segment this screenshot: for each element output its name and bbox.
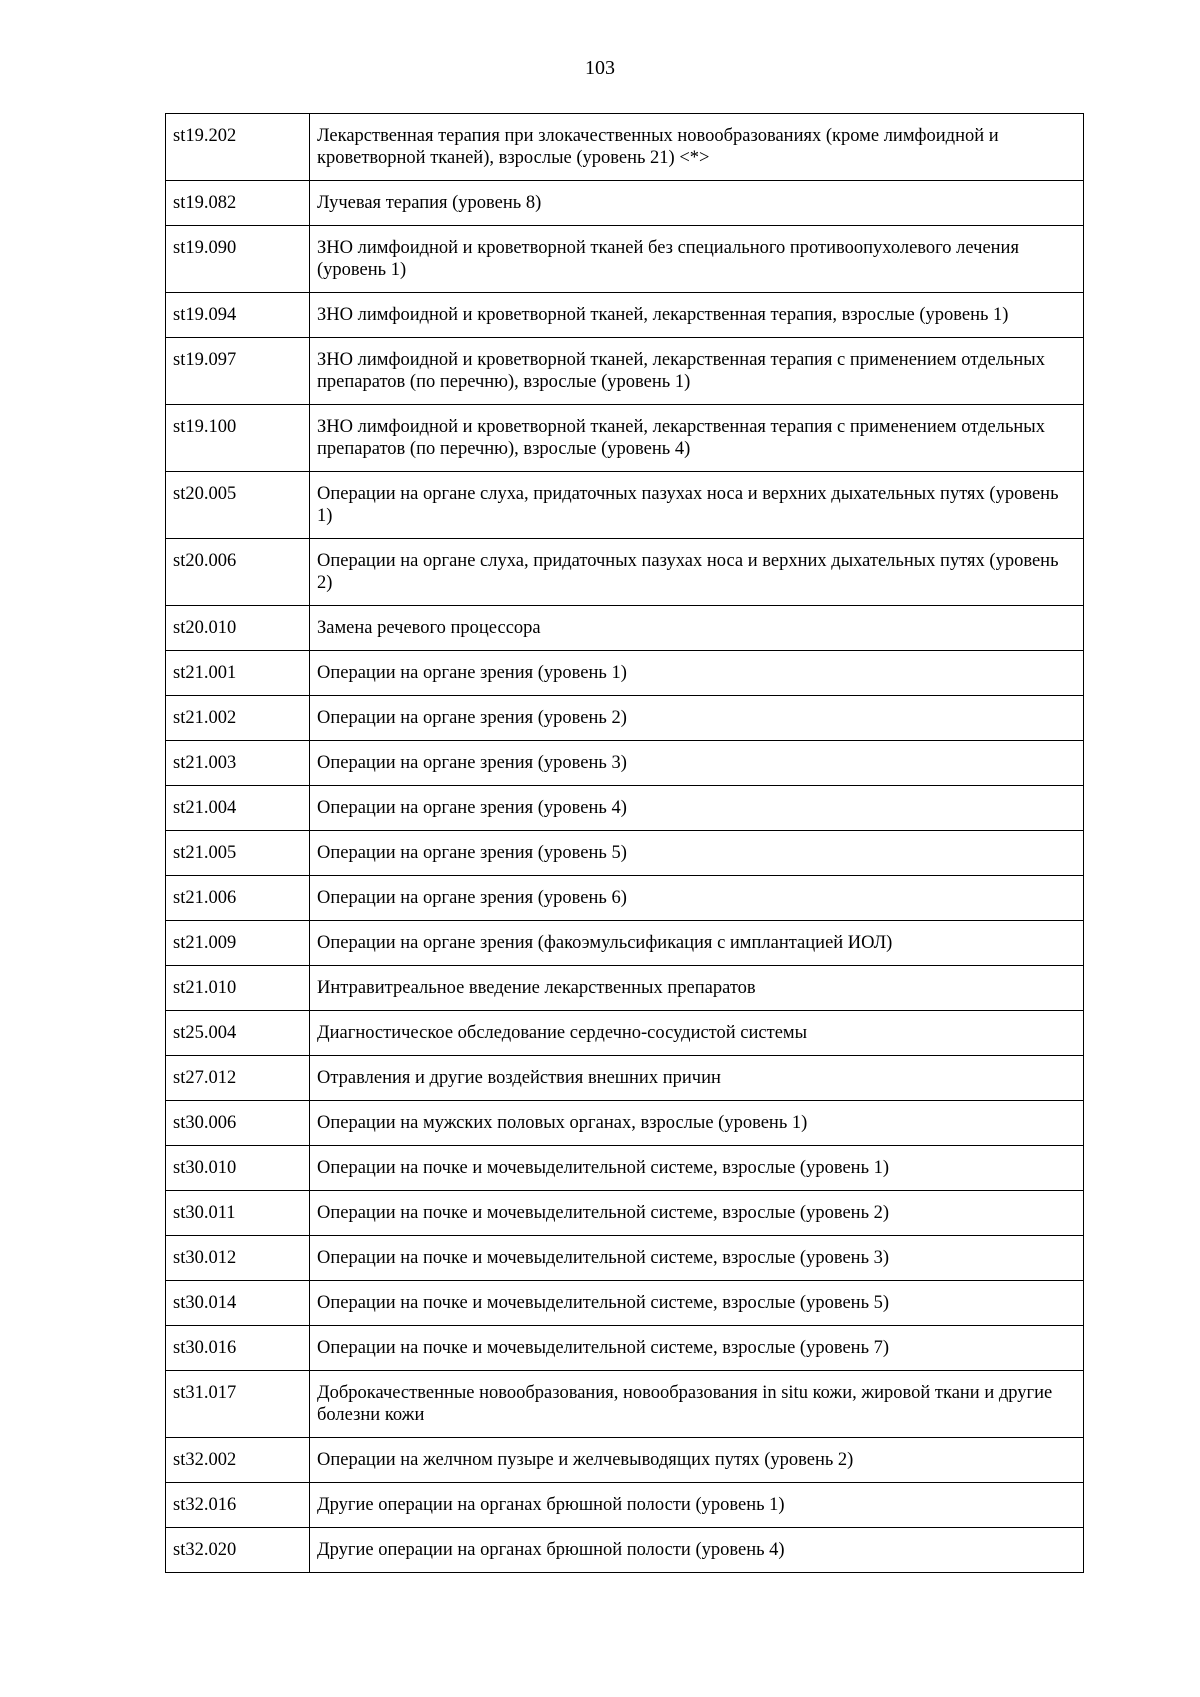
table-row — [166, 181, 1084, 226]
table-row — [166, 226, 1084, 293]
table-row — [166, 1056, 1084, 1101]
page-number: 103 — [585, 57, 615, 79]
table-row — [166, 1011, 1084, 1056]
row-name: Операции на почке и мочевыделительной системе, взрослые (уровень 2) — [310, 1191, 1084, 1236]
row-name: Диагностическое обследование сердечно-сосудистой системы — [310, 1011, 1084, 1056]
table-row — [166, 651, 1084, 696]
row-code: st19.100 — [166, 405, 310, 472]
row-code: st19.202 — [166, 114, 310, 181]
row-code: st21.006 — [166, 876, 310, 921]
row-code: st30.010 — [166, 1146, 310, 1191]
row-name: Операции на почке и мочевыделительной системе, взрослые (уровень 3) — [310, 1236, 1084, 1281]
table-row — [166, 741, 1084, 786]
row-code: st32.016 — [166, 1483, 310, 1528]
row-code: st20.010 — [166, 606, 310, 651]
row-name: Интравитреальное введение лекарственных препаратов — [310, 966, 1084, 1011]
row-name: Операции на органе зрения (уровень 2) — [310, 696, 1084, 741]
table-row — [166, 114, 1084, 181]
row-code: st30.014 — [166, 1281, 310, 1326]
table-row — [166, 966, 1084, 1011]
table-row — [166, 1371, 1084, 1438]
row-code: st32.002 — [166, 1438, 310, 1483]
table-row — [166, 696, 1084, 741]
table-row — [166, 1326, 1084, 1371]
row-name: ЗНО лимфоидной и кроветворной тканей, лекарственная терапия с применением отдельных препаратов (по перечню), взрослые (уровень 4) — [310, 405, 1084, 472]
table-row — [166, 1281, 1084, 1326]
row-name: Операции на органе зрения (уровень 4) — [310, 786, 1084, 831]
row-name: Лекарственная терапия при злокачественных новообразованиях (кроме лимфоидной и кроветворной тканей), взрослые (уровень 21) <*> — [310, 114, 1084, 181]
table-row — [166, 472, 1084, 539]
table-row — [166, 1528, 1084, 1573]
row-name: Операции на желчном пузыре и желчевыводящих путях (уровень 2) — [310, 1438, 1084, 1483]
table-row — [166, 1146, 1084, 1191]
row-code: st30.011 — [166, 1191, 310, 1236]
row-code: st19.097 — [166, 338, 310, 405]
row-name: Операции на органе слуха, придаточных пазухах носа и верхних дыхательных путях (уровень 1) — [310, 472, 1084, 539]
table-row — [166, 876, 1084, 921]
row-name: Операции на почке и мочевыделительной системе, взрослые (уровень 5) — [310, 1281, 1084, 1326]
row-code: st31.017 — [166, 1371, 310, 1438]
table-row — [166, 1438, 1084, 1483]
row-code: st20.005 — [166, 472, 310, 539]
row-code: st19.090 — [166, 226, 310, 293]
row-code: st21.002 — [166, 696, 310, 741]
row-name: ЗНО лимфоидной и кроветворной тканей без специального противоопухолевого лечения (уровень 1) — [310, 226, 1084, 293]
row-code: st21.005 — [166, 831, 310, 876]
row-code: st30.012 — [166, 1236, 310, 1281]
ksg-table — [165, 113, 1084, 1573]
row-code: st30.016 — [166, 1326, 310, 1371]
row-code: st19.094 — [166, 293, 310, 338]
row-name: Другие операции на органах брюшной полости (уровень 1) — [310, 1483, 1084, 1528]
table-row — [166, 293, 1084, 338]
row-name: Операции на органе зрения (уровень 1) — [310, 651, 1084, 696]
row-code: st21.003 — [166, 741, 310, 786]
row-name: Замена речевого процессора — [310, 606, 1084, 651]
row-name: Операции на органе слуха, придаточных пазухах носа и верхних дыхательных путях (уровень 2) — [310, 539, 1084, 606]
row-name: Доброкачественные новообразования, новообразования in situ кожи, жировой ткани и другие болезни кожи — [310, 1371, 1084, 1438]
row-code: st21.004 — [166, 786, 310, 831]
row-name: Операции на мужских половых органах, взрослые (уровень 1) — [310, 1101, 1084, 1146]
row-code: st21.001 — [166, 651, 310, 696]
row-name: Операции на органе зрения (факоэмульсификация с имплантацией ИОЛ) — [310, 921, 1084, 966]
row-name: Операции на органе зрения (уровень 3) — [310, 741, 1084, 786]
row-name: Операции на органе зрения (уровень 6) — [310, 876, 1084, 921]
table-row — [166, 1236, 1084, 1281]
row-name: Лучевая терапия (уровень 8) — [310, 181, 1084, 226]
row-code: st25.004 — [166, 1011, 310, 1056]
row-code: st27.012 — [166, 1056, 310, 1101]
table-row — [166, 405, 1084, 472]
row-name: Другие операции на органах брюшной полости (уровень 4) — [310, 1528, 1084, 1573]
row-name: Операции на почке и мочевыделительной системе, взрослые (уровень 1) — [310, 1146, 1084, 1191]
row-code: st21.009 — [166, 921, 310, 966]
row-code: st19.082 — [166, 181, 310, 226]
table-row — [166, 1483, 1084, 1528]
table-row — [166, 338, 1084, 405]
row-code: st32.020 — [166, 1528, 310, 1573]
row-name: ЗНО лимфоидной и кроветворной тканей, лекарственная терапия, взрослые (уровень 1) — [310, 293, 1084, 338]
table-row — [166, 786, 1084, 831]
table-row — [166, 1101, 1084, 1146]
table-row — [166, 539, 1084, 606]
row-code: st30.006 — [166, 1101, 310, 1146]
table-row — [166, 1191, 1084, 1236]
row-name: Отравления и другие воздействия внешних причин — [310, 1056, 1084, 1101]
table-row — [166, 606, 1084, 651]
row-name: Операции на почке и мочевыделительной системе, взрослые (уровень 7) — [310, 1326, 1084, 1371]
row-code: st20.006 — [166, 539, 310, 606]
row-name: ЗНО лимфоидной и кроветворной тканей, лекарственная терапия с применением отдельных препаратов (по перечню), взрослые (уровень 1) — [310, 338, 1084, 405]
table-row — [166, 921, 1084, 966]
row-code: st21.010 — [166, 966, 310, 1011]
table-row — [166, 831, 1084, 876]
row-name: Операции на органе зрения (уровень 5) — [310, 831, 1084, 876]
